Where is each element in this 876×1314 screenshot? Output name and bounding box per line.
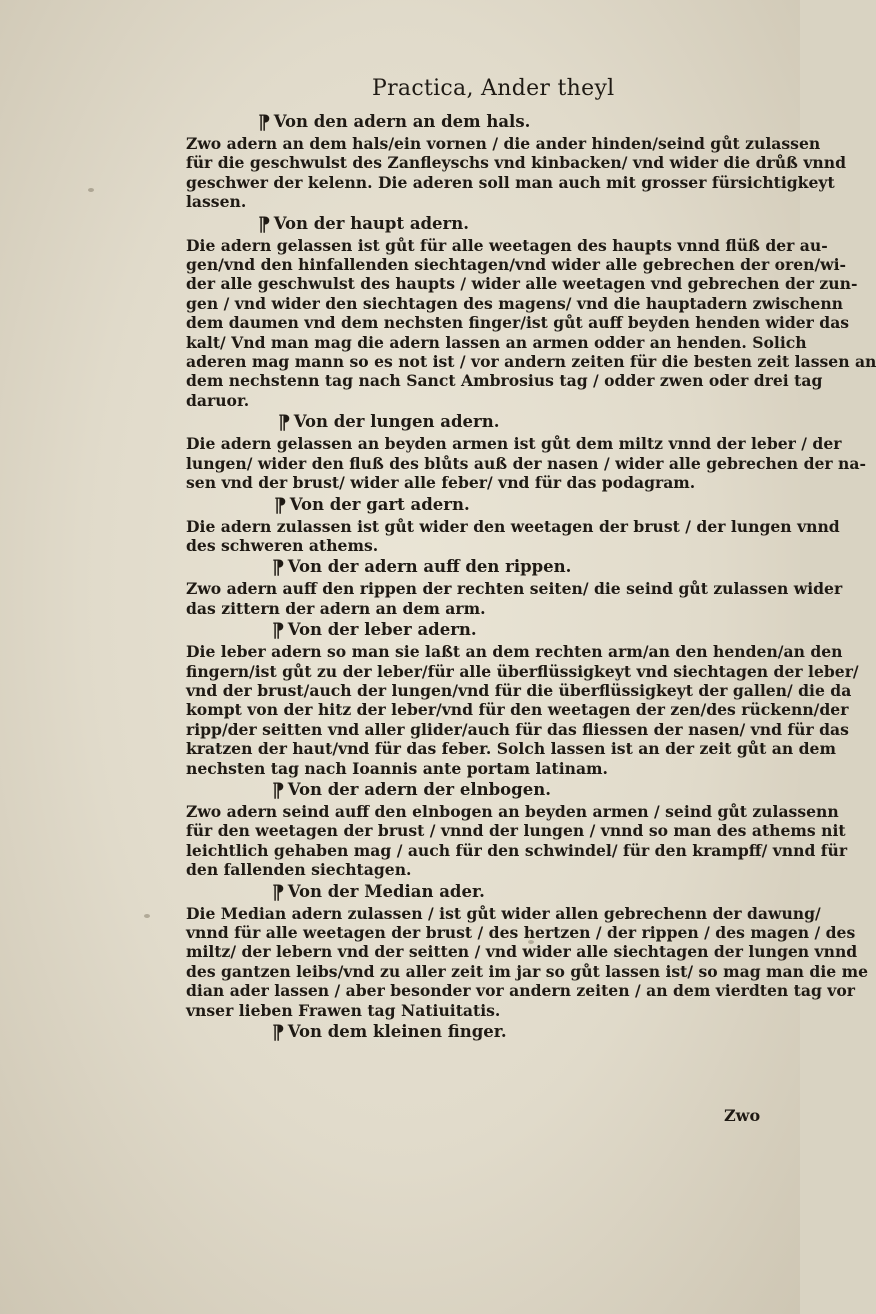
text-line: dem nechstenn tag nach Sanct Ambrosius tag / odder zwen oder drei tag <box>186 371 823 391</box>
text-line: dem daumen vnd dem nechsten finger/ist gůt auff beyden henden wider das <box>186 313 850 333</box>
text-line: sen vnd der brust/ wider alle feber/ vnd für das podagram. <box>186 473 696 493</box>
section-paragraph <box>186 434 866 493</box>
section-heading <box>186 212 766 236</box>
paragraph-mark-icon: ¶ <box>272 1020 285 1045</box>
section-paragraph <box>186 134 846 212</box>
catchword: Zwo <box>724 1106 761 1125</box>
ink-speck <box>144 914 150 918</box>
section-heading <box>186 110 766 134</box>
section-heading-text: Von der Median ader. <box>287 881 485 901</box>
text-line: aderen mag mann so es not ist / vor andern zeiten für die besten zeit lassen an <box>186 352 876 372</box>
text-line: leichtlich gehaben mag / auch für den schwindel/ für den krampff/ vnnd für <box>186 840 848 860</box>
text-line: geschwer der kelenn. Die aderen soll man auch mit grosser fürsichtigkeyt <box>186 172 835 192</box>
text-line: des gantzen leibs/vnd zu aller zeit im jar so gůt lassen ist/ so mag man die me <box>186 961 869 981</box>
text-line: gen/vnd den hinfallenden siechtagen/vnd wider alle gebrechen der oren/wi- <box>186 255 847 275</box>
section-heading-text: Von der haupt adern. <box>273 213 469 233</box>
paragraph-mark-icon: ¶ <box>258 211 271 236</box>
text-line: Zwo adern seind auff den elnbogen an beyden armen / seind gůt zulassenn <box>186 801 839 821</box>
text-line: den fallenden siechtagen. <box>186 860 412 880</box>
paragraph-mark-icon: ¶ <box>272 555 285 580</box>
section-heading-text: Von der lungen adern. <box>293 412 500 432</box>
text-line: dian ader lassen / aber besonder vor andern zeiten / an dem vierdten tag vor <box>186 981 855 1001</box>
section-heading <box>186 880 766 904</box>
text-line: ripp/der seitten vnd aller glider/auch für das fliessen der nasen/ vnd für das <box>186 719 849 739</box>
section-heading-text: Von der gart adern. <box>289 494 470 514</box>
section-heading-text: Von der adern auff den rippen. <box>287 557 572 577</box>
text-line: vnser lieben Frawen tag Natiuitatis. <box>186 1000 501 1020</box>
text-line: daruor. <box>186 390 250 410</box>
section-heading-text: Von der adern der elnbogen. <box>287 779 551 799</box>
paragraph-mark-icon: ¶ <box>272 777 285 802</box>
section-heading-text: Von den adern an dem hals. <box>273 112 531 131</box>
text-line: kompt von der hitz der leber/vnd für den weetagen der zen/des rückenn/der <box>186 700 849 720</box>
text-line: kratzen der haut/vnd für das feber. Solch lassen ist an der zeit gůt an dem <box>186 739 836 759</box>
section-paragraph <box>186 903 869 1020</box>
text-line: gen / vnd wider den siechtagen des magens/ vnd die hauptadern zwischenn <box>186 293 844 313</box>
text-line: vnnd für alle weetagen der brust / des hertzen / der rippen / des magen / des <box>186 923 856 942</box>
paragraph-mark-icon: ¶ <box>272 618 285 643</box>
section-paragraph <box>186 235 876 411</box>
section-paragraph <box>186 516 840 556</box>
section-heading <box>186 555 766 579</box>
paragraph-mark-icon: ¶ <box>272 879 285 904</box>
section-heading <box>186 618 766 642</box>
text-line: Die leber adern so man sie laßt an dem rechten arm/an den henden/an den <box>186 642 843 662</box>
text-line: Die adern gelassen an beyden armen ist gůt dem miltz vnnd der leber / der <box>186 434 842 454</box>
text-line: vnd der brust/auch der lungen/vnd für die überflüssigkeyt der gallen/ die da <box>186 680 852 700</box>
text-line: kalt/ Vnd man mag die adern lassen an armen odder an henden. Solich <box>186 332 807 352</box>
section-heading <box>186 493 766 517</box>
text-line: Die adern zulassen ist gůt wider den weetagen der brust / der lungen vnnd <box>186 516 840 536</box>
text-line: Die Median adern zulassen / ist gůt wider allen gebrechenn der dawung/ <box>186 903 821 923</box>
section-heading-text: Von der leber adern. <box>287 620 477 640</box>
ink-speck <box>88 188 94 192</box>
text-line: Zwo adern auff den rippen der rechten seiten/ die seind gůt zulassen wider <box>186 579 843 599</box>
section-paragraph <box>186 801 848 880</box>
section-paragraph <box>186 642 859 778</box>
section-heading-text: Von dem kleinen finger. <box>287 1022 507 1042</box>
text-line: für die geschwulst des Zanfleyschs vnd kinbacken/ vnd wider die drůß vnnd <box>186 153 846 173</box>
text-line: nechsten tag nach Ioannis ante portam latinam. <box>186 758 608 778</box>
section-heading <box>186 778 766 802</box>
text-line: das zittern der adern an dem arm. <box>186 598 486 618</box>
text-line: lungen/ wider den fluß des blůts auß der nasen / wider alle gebrechen der na- <box>186 453 866 473</box>
paragraph-mark-icon: ¶ <box>278 410 291 435</box>
text-line: des schweren athems. <box>186 535 379 555</box>
text-line: der alle geschwulst des haupts / wider alle weetagen vnd gebrechen der zun- <box>186 274 858 294</box>
text-line: Zwo adern an dem hals/ein vornen / die ander hinden/seind gůt zulassen <box>186 134 821 153</box>
section-paragraph <box>186 579 843 618</box>
text-line: Die adern gelassen ist gůt für alle weetagen des haupts vnnd flüß der au- <box>186 235 828 255</box>
text-line: fingern/ist gůt zu der leber/für alle überflüssigkeyt vnd siechtagen der leber/ <box>186 661 859 681</box>
section-heading <box>186 1020 766 1044</box>
running-head: Practica, Ander theyl <box>372 76 615 101</box>
text-body <box>186 110 876 1045</box>
text-line: miltz/ der lebern vnd der seitten / vnd wider alle siechtagen der lungen vnnd <box>186 942 858 962</box>
paragraph-mark-icon: ¶ <box>258 110 271 134</box>
text-line: für den weetagen der brust / vnnd der lungen / vnnd so man des athems nit <box>186 821 846 841</box>
paragraph-mark-icon: ¶ <box>274 492 287 517</box>
section-heading <box>186 410 766 434</box>
text-line: lassen. <box>186 192 247 212</box>
